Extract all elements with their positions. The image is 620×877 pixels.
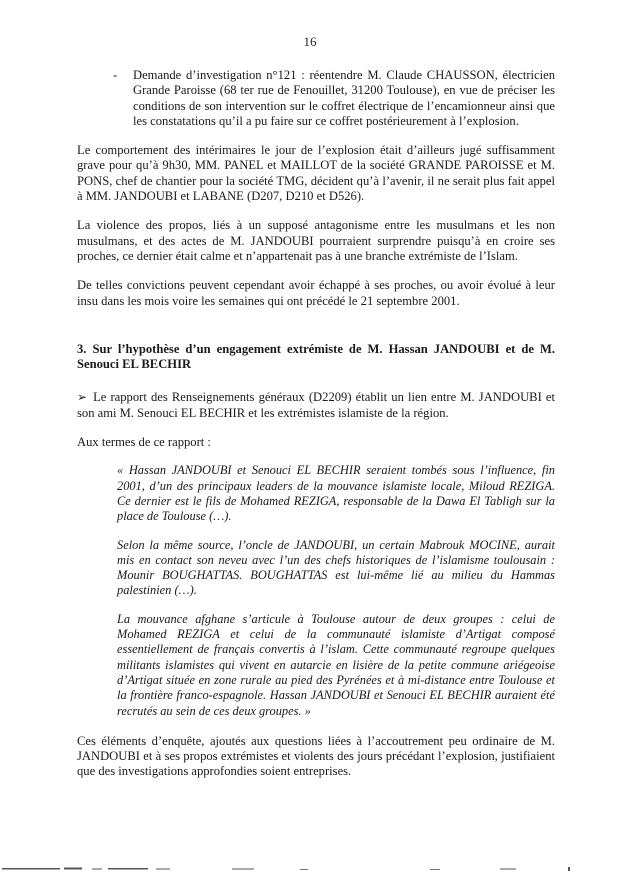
section-heading: 3. Sur l’hypothèse d’un engagement extrémiste de M. Hassan JANDOUBI et de M. Senouci EL BECHIR [77, 341, 555, 372]
rg-report-paragraph [77, 390, 555, 421]
paragraph-convictions: De telles convictions peuvent cependant avoir échappé à ses proches, ou avoir évolué à leur insu dans les mois voire les semaines qui ont précédé le 21 septembre 2001. [77, 278, 555, 308]
investigation-request-item [77, 68, 555, 129]
quote-paragraph: « Hassan JANDOUBI et Senouci EL BECHIR seraient tombés sous l’influence, fin 2001, d’un des principaux leaders de la mouvance islamiste locale, Miloud REZIGA. Ce dernier est le fils de Mohamed REZIGA, responsable de la Dawa El Tabligh sur la place de Toulouse (…). [117, 463, 555, 524]
investigation-request-text: Demande d’investigation n°121 : réentendre M. Claude CHAUSSON, électricien Grande Paroisse (68 ter rue de Fenouillet, 31200 Toulouse), en vue de préciser les conditions de son intervention sur le coffret électrique de l’encamionneur ainsi que les constatations qu’il a pu faire sur ce coffret postérieurement à l’explosion. [133, 68, 555, 128]
scan-artifact-line [0, 866, 620, 872]
quote-intro: Aux termes de ce rapport : [77, 435, 211, 450]
page-number: 16 [303, 34, 317, 49]
paragraph-interimaires: Le comportement des intérimaires le jour de l’explosion était d’ailleurs jugé suffisamment grave pour qu’à 9h30, MM. PANEL et MAILLOT de la société GRANDE PAROISSE et M. PONS, chef de chantier pour la société TMG, décident qu’à l’avenir, il ne serait plus fait appel à MM. JANDOUBI et LABANE (D207, D210 et D526). [77, 143, 555, 204]
quote-paragraph: Selon la même source, l’oncle de JANDOUBI, un certain Mabrouk MOCINE, aurait mis en contact son neveu avec l’un des chefs historiques de l’islamisme toulousain : Mounir BOUGHATTAS. BOUGHATTAS est lui-même lié au milieu du Hammas palestinien (…). [117, 537, 555, 598]
document-body [77, 68, 555, 780]
arrow-bullet-icon: ➢ [77, 390, 88, 405]
paragraph-violence: La violence des propos, liés à un supposé antagonisme entre les musulmans et les non musulmans, et des actes de M. JANDOUBI pourraient surprendre puisqu’à en croire ses proches, ce dernier était calme et n’appartenait pas à une branche extrémiste de l’Islam. [77, 218, 555, 263]
final-paragraph: Ces éléments d’enquête, ajoutés aux questions liées à l’accoutrement peu ordinaire de M. JANDOUBI et à ses propos extrémistes et violents des jours précédant l’explosion, justifiaient que des investigations approfondies soient entreprises. [77, 733, 555, 779]
quote-paragraph: La mouvance afghane s’articule à Toulouse autour de deux groupes : celui de Mohamed REZIGA et celui de la communauté islamiste d’Artigat composé essentiellement de français convertis à l’islam. Cette communauté regroupe quelques militants islamistes qui vivent en autarcie en lisière de la petite commune ariégeoise d’Artigat située en zone rurale au pied des Pyrénées et à mi-distance entre Toulouse et la frontière franco-espagnole. Hassan JANDOUBI et Senouci EL BECHIR auraient été recrutés au sein de ces deux groupes. » [117, 611, 555, 718]
rg-report-text: Le rapport des Renseignements généraux (D2209) établit un lien entre M. JANDOUBI et son ami M. Senouci EL BECHIR et les extrémistes islamiste de la région. [77, 390, 555, 420]
list-dash: - [113, 68, 118, 82]
